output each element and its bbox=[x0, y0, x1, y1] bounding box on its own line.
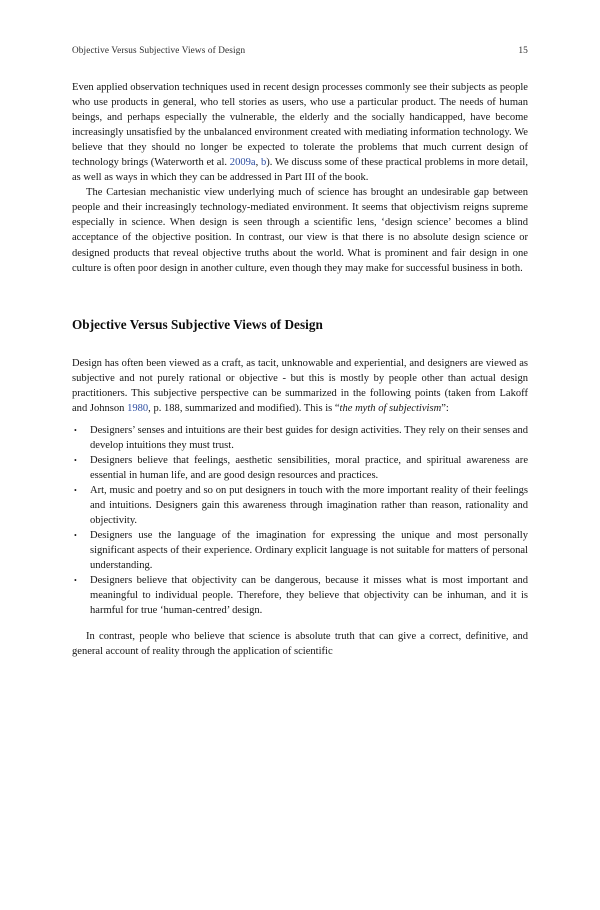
bullet-point-icon: • bbox=[74, 425, 77, 435]
section-intro-text-a: Design has often been viewed as a craft, as tacit, unknowable and experiential, and designers are viewed as subjective and not purely rational or objective - but this is mostly by people other than actual design practitioners. This subjective perspective can be summarized in the following points (taken from Lakoff and Johnson bbox=[72, 357, 528, 414]
list-item bbox=[72, 423, 528, 453]
citation-link-waterworth-2009a[interactable]: 2009a bbox=[229, 157, 256, 169]
list-top-spacer bbox=[72, 416, 528, 423]
list-item bbox=[72, 453, 528, 483]
running-head-title: Objective Versus Subjective Views of Design bbox=[72, 45, 246, 55]
citation-link-lakoff-johnson-1980[interactable]: 1980 bbox=[127, 402, 149, 414]
citation-link-waterworth-2009b[interactable]: b bbox=[260, 157, 267, 169]
page-number: 15 bbox=[518, 46, 528, 56]
list-item-text: Designers believe that objectivity can be dangerous, because it misses what is most important and meaningful to individual people. Therefore, they believe that objectivity can be inhuman, and it is harmful for true ‘human-centred’ design. bbox=[90, 575, 528, 617]
section-intro-text-b: , p. 188, summarized and modified). This is “ bbox=[148, 402, 340, 414]
heading-top-spacer bbox=[72, 276, 528, 317]
list-bottom-spacer bbox=[72, 618, 528, 629]
bullet-point-icon: • bbox=[74, 576, 77, 586]
closing-paragraph: In contrast, people who believe that science is absolute truth that can give a correct, definitive, and general account of reality through the application of scientific bbox=[72, 631, 528, 658]
bullet-point-icon: • bbox=[74, 485, 77, 495]
list-item bbox=[72, 483, 528, 528]
list-item bbox=[72, 573, 528, 618]
bullet-point-icon: • bbox=[74, 455, 77, 465]
list-item-text: Designers believe that feelings, aesthetic sensibilities, moral practice, and spiritual awareness are essential in human life, and are good design resources and practices. bbox=[90, 454, 528, 481]
paragraph-one-text-b: ). We discuss some of these practical problems in more detail, as well as ways in which they can be addressed in Part III of the book. bbox=[72, 157, 528, 184]
section-intro-text-c: ”: bbox=[441, 402, 449, 414]
running-head bbox=[72, 45, 528, 56]
list-item-text: Designers’ senses and intuitions are their best guides for design activities. They rely on their senses and develop intuitions they must trust. bbox=[90, 424, 528, 451]
list-item-text: Art, music and poetry and so on put designers in touch with the more important reality of their feelings and intuitions. Designers gain this awareness through imagination rather than reason, rationality and objectivity. bbox=[90, 484, 528, 527]
subjectivism-bullet-list bbox=[72, 423, 528, 619]
paragraph-one-text-a: Even applied observation techniques used in recent design processes commonly see their subjects as people who use products in general, who tell stories as users, who use a particular product. The needs of human beings, and perhaps especially the vulnerable, the elderly and the socially handicapped, have become increasingly unsatisfied by the unbalanced environment created with mediating information technology. We believe that they should no longer be expected to tolerate the problems that much current design of technology brings (Waterworth et al. bbox=[72, 82, 528, 169]
list-item-text: Designers use the language of the imagination for expressing the unique and most personally significant aspects of their experience. Ordinary explicit language is not suitable for matters of personal understanding. bbox=[90, 530, 528, 572]
paragraph-one-separator: , bbox=[255, 157, 261, 169]
paragraph-two: The Cartesian mechanistic view underlying much of science has brought an undesirable gap between people and their increasingly technology-mediated environment. It seems that objectivism reigns supreme especially in science. When design is seen through a scientific lens, ‘design science’ becomes a blind acceptance of the objective position. In contrast, our view is that there is no absolute design science or designed products that reveal objective truths about the world. What is prominent and fair design in one culture is often poor design in another culture, even though they may make for successful business in both. bbox=[72, 187, 528, 274]
italic-phrase-myth-of-subjectivism: the myth of subjectivism bbox=[339, 402, 442, 414]
heading-bottom-spacer bbox=[72, 333, 528, 356]
bullet-point-icon: • bbox=[74, 531, 77, 541]
page-content bbox=[72, 80, 528, 660]
list-item bbox=[72, 528, 528, 573]
paragraph-one bbox=[72, 80, 528, 185]
section-heading: Objective Versus Subjective Views of Design bbox=[72, 316, 323, 332]
section-intro-paragraph bbox=[72, 356, 528, 416]
